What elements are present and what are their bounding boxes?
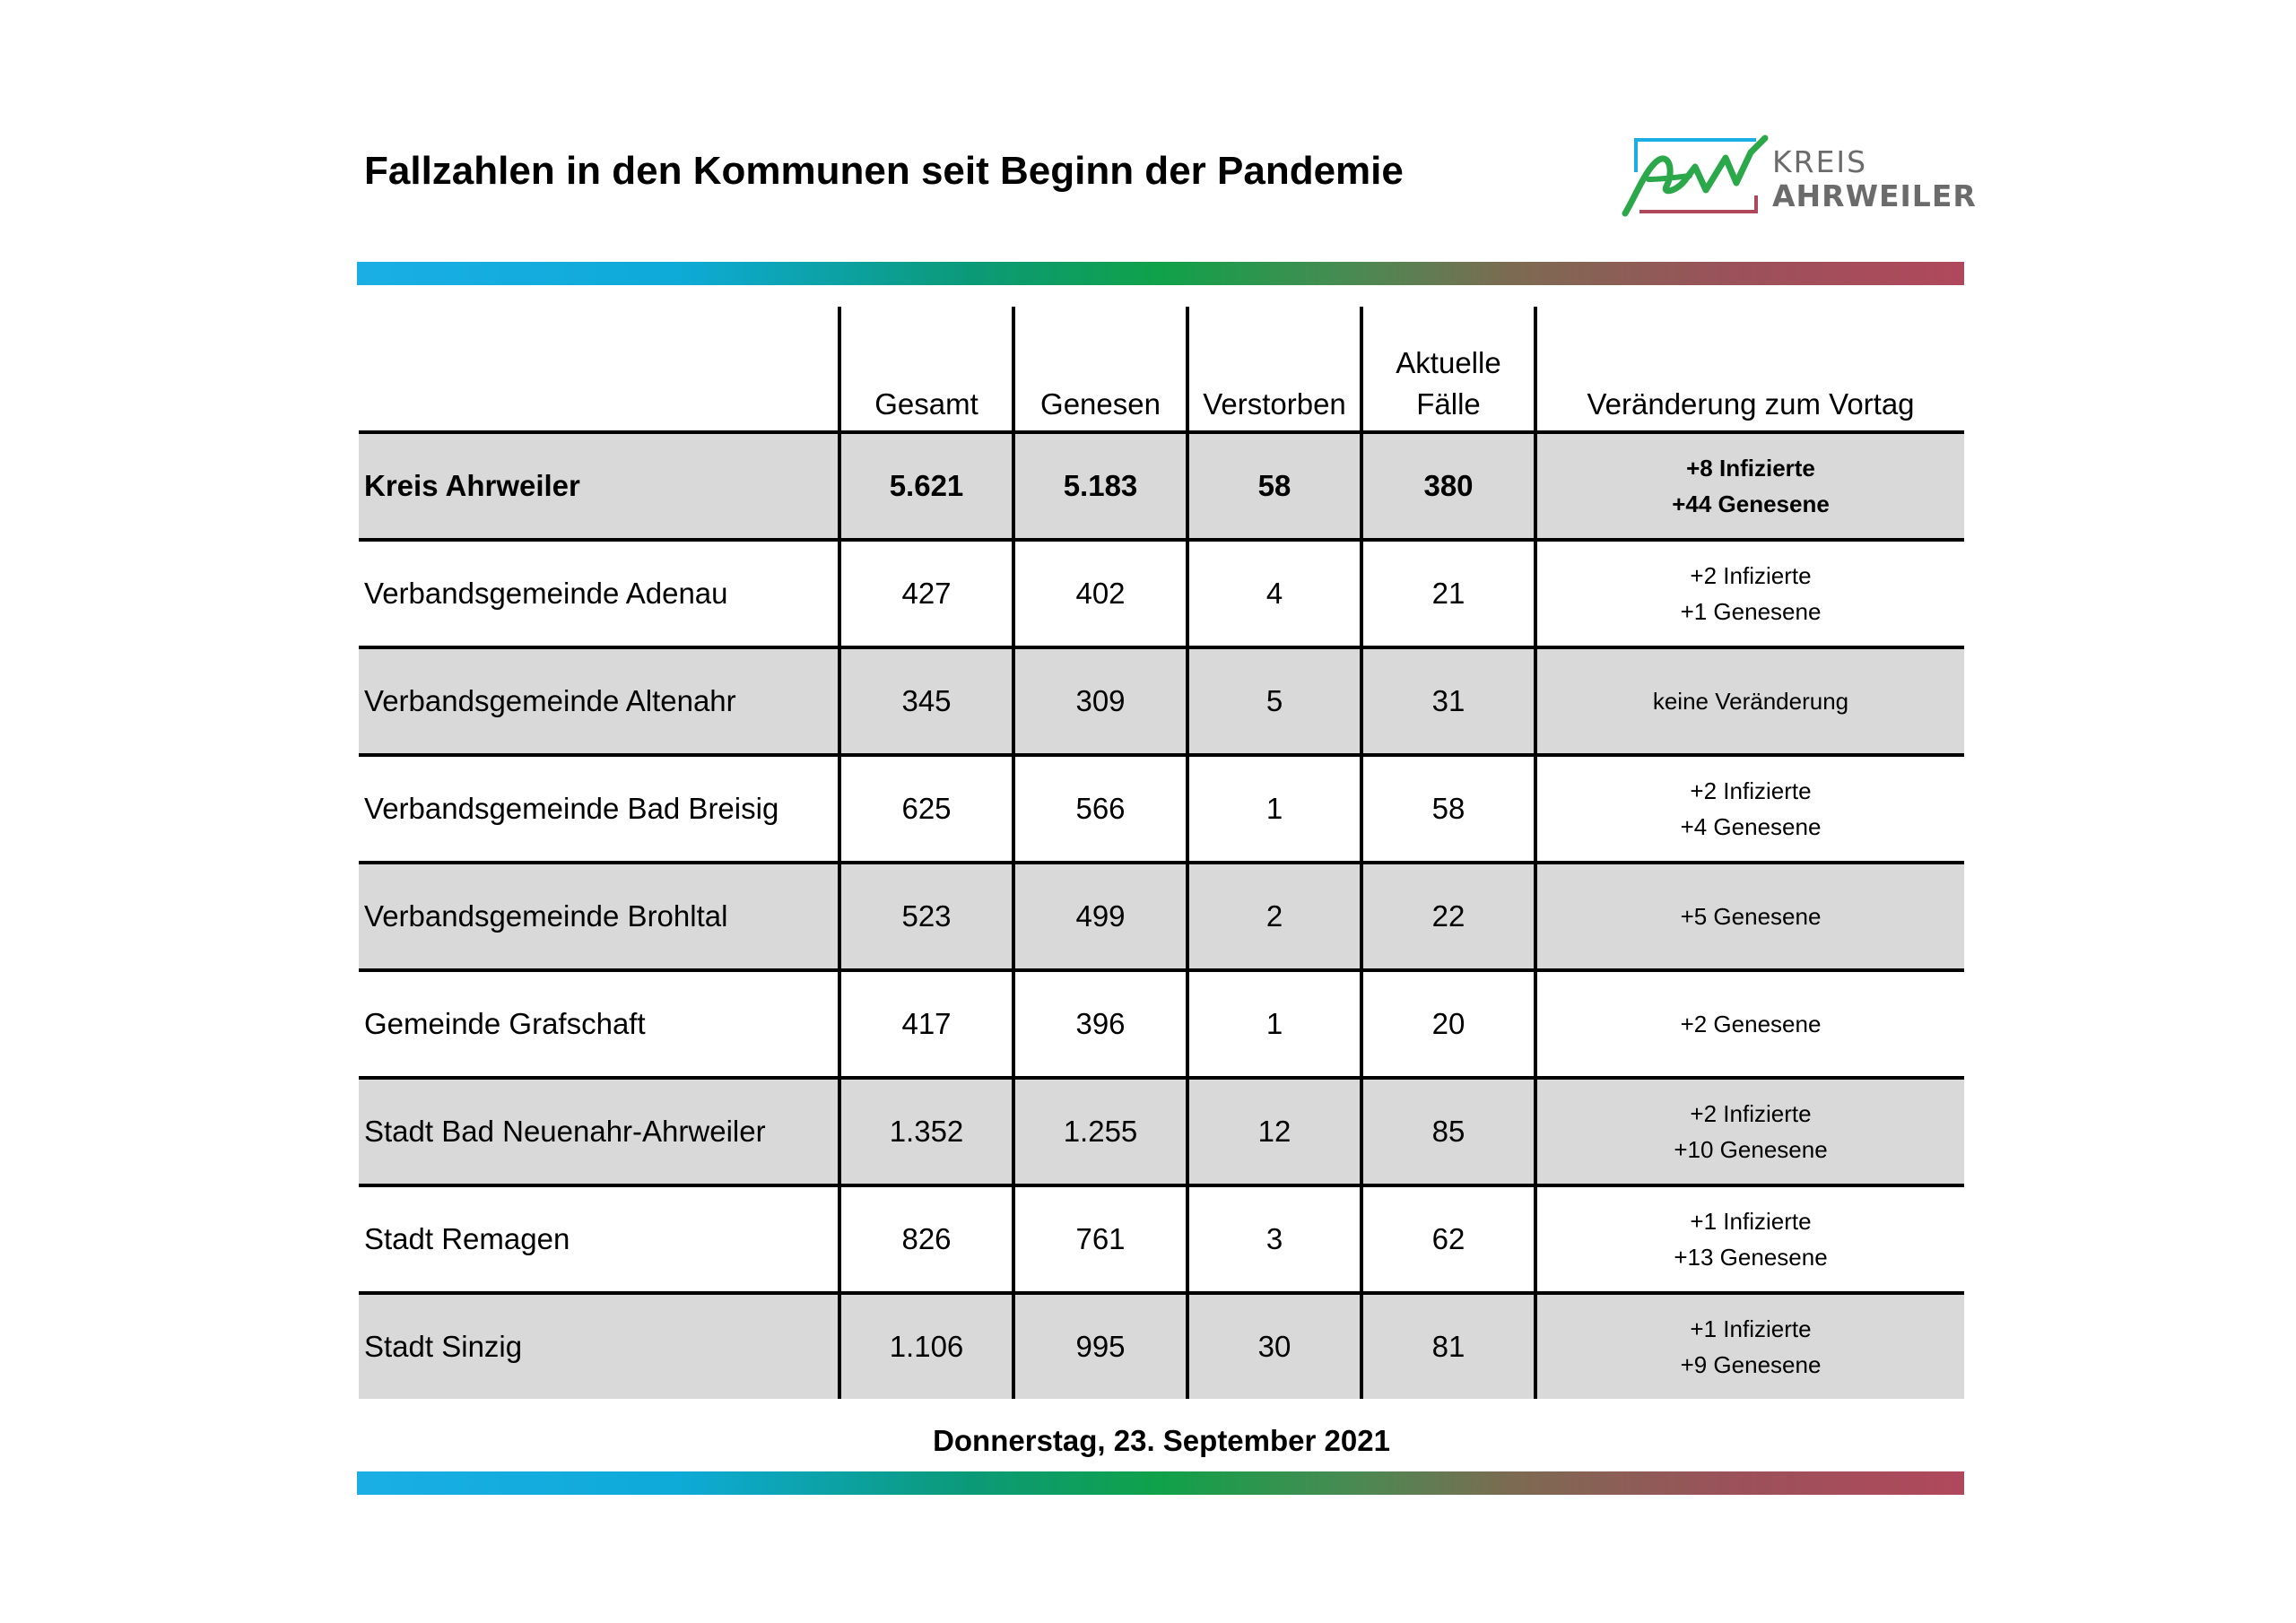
cell-verstorben: 2 (1187, 863, 1361, 970)
cell-aktuell: 20 (1361, 970, 1535, 1078)
cell-aktuell: 62 (1361, 1185, 1535, 1293)
row-name: Verbandsgemeinde Bad Breisig (359, 755, 839, 863)
cell-genesen: 761 (1013, 1185, 1187, 1293)
kreis-ahrweiler-logo (1622, 133, 1977, 219)
cell-genesen: 566 (1013, 755, 1187, 863)
table-row (359, 540, 1964, 647)
cell-veraenderung: +2 Infizierte +1 Genesene (1535, 540, 1964, 647)
cell-verstorben: 58 (1187, 432, 1361, 540)
top-gradient-bar (357, 262, 1964, 285)
row-name: Stadt Sinzig (359, 1293, 839, 1399)
cell-aktuell: 81 (1361, 1293, 1535, 1399)
case-table (359, 307, 1964, 1399)
cell-aktuell: 22 (1361, 863, 1535, 970)
cell-verstorben: 3 (1187, 1185, 1361, 1293)
cell-gesamt: 1.352 (839, 1078, 1013, 1185)
cell-genesen: 396 (1013, 970, 1187, 1078)
cell-veraenderung: +8 Infizierte +44 Genesene (1535, 432, 1964, 540)
logo-kreis-text: KREIS (1772, 144, 1868, 179)
header-kommune (359, 307, 839, 432)
row-name: Verbandsgemeinde Altenahr (359, 647, 839, 755)
cell-veraenderung: +5 Genesene (1535, 863, 1964, 970)
cell-genesen: 499 (1013, 863, 1187, 970)
cell-gesamt: 427 (839, 540, 1013, 647)
cell-veraenderung: +1 Infizierte +9 Genesene (1535, 1293, 1964, 1399)
cell-genesen: 1.255 (1013, 1078, 1187, 1185)
row-name: Gemeinde Grafschaft (359, 970, 839, 1078)
cell-gesamt: 417 (839, 970, 1013, 1078)
cell-verstorben: 1 (1187, 970, 1361, 1078)
row-name: Verbandsgemeinde Adenau (359, 540, 839, 647)
report-date: Donnerstag, 23. September 2021 (933, 1424, 1390, 1457)
table-header-row (359, 307, 1964, 432)
cell-veraenderung: +1 Infizierte +13 Genesene (1535, 1185, 1964, 1293)
cell-gesamt: 5.621 (839, 432, 1013, 540)
row-name: Stadt Bad Neuenahr-Ahrweiler (359, 1078, 839, 1185)
cell-genesen: 5.183 (1013, 432, 1187, 540)
cell-aktuell: 380 (1361, 432, 1535, 540)
cell-gesamt: 625 (839, 755, 1013, 863)
cell-gesamt: 1.106 (839, 1293, 1013, 1399)
cell-genesen: 309 (1013, 647, 1187, 755)
cell-veraenderung: keine Veränderung (1535, 647, 1964, 755)
cell-aktuell: 58 (1361, 755, 1535, 863)
header-aktuelle-faelle: Aktuelle Fälle (1361, 307, 1535, 432)
cell-gesamt: 826 (839, 1185, 1013, 1293)
cell-gesamt: 345 (839, 647, 1013, 755)
table-row (359, 647, 1964, 755)
cell-veraenderung: +2 Infizierte +4 Genesene (1535, 755, 1964, 863)
header-genesen: Genesen (1013, 307, 1187, 432)
cell-verstorben: 4 (1187, 540, 1361, 647)
cell-verstorben: 5 (1187, 647, 1361, 755)
cell-veraenderung: +2 Infizierte +10 Genesene (1535, 1078, 1964, 1185)
page-title: Fallzahlen in den Kommunen seit Beginn der Pandemie (364, 149, 1404, 193)
table-row (359, 863, 1964, 970)
row-name: Stadt Remagen (359, 1185, 839, 1293)
cell-genesen: 995 (1013, 1293, 1187, 1399)
table-row (359, 755, 1964, 863)
header-veraenderung: Veränderung zum Vortag (1535, 307, 1964, 432)
header-gesamt: Gesamt (839, 307, 1013, 432)
cell-aktuell: 85 (1361, 1078, 1535, 1185)
cell-verstorben: 1 (1187, 755, 1361, 863)
row-name: Kreis Ahrweiler (359, 432, 839, 540)
table-row (359, 1078, 1964, 1185)
cell-verstorben: 12 (1187, 1078, 1361, 1185)
aw-logo-mark-icon (1622, 133, 1774, 219)
cell-verstorben: 30 (1187, 1293, 1361, 1399)
cell-aktuell: 31 (1361, 647, 1535, 755)
cell-veraenderung: +2 Genesene (1535, 970, 1964, 1078)
cell-genesen: 402 (1013, 540, 1187, 647)
header-verstorben: Verstorben (1187, 307, 1361, 432)
table-row (359, 432, 1964, 540)
logo-ahrweiler-text: AHRWEILER (1772, 178, 1977, 213)
cell-aktuell: 21 (1361, 540, 1535, 647)
table-row (359, 1185, 1964, 1293)
table-row (359, 1293, 1964, 1399)
bottom-gradient-bar (357, 1471, 1964, 1495)
table-row (359, 970, 1964, 1078)
row-name: Verbandsgemeinde Brohltal (359, 863, 839, 970)
cell-gesamt: 523 (839, 863, 1013, 970)
